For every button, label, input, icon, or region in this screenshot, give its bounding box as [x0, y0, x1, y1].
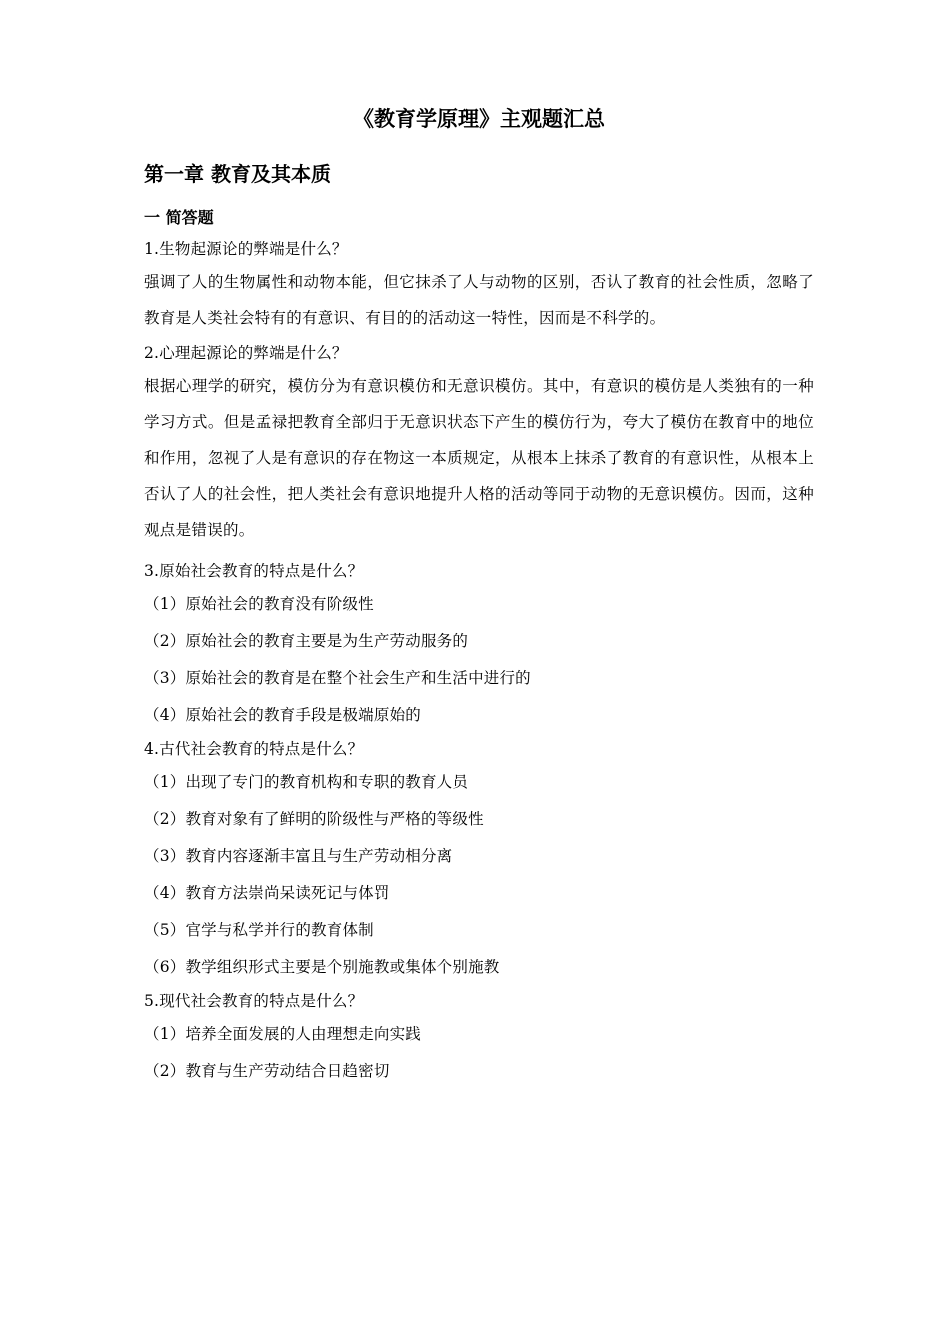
list-item: （1）培养全面发展的人由理想走向实践	[144, 1025, 421, 1043]
list-item: （4）教育方法崇尚呆读死记与体罚	[144, 884, 390, 902]
qa-block-1	[144, 234, 814, 336]
qa-block-3	[144, 556, 814, 734]
list-item: （1）出现了专门的教育机构和专职的教育人员	[144, 773, 469, 791]
list-item: （1）原始社会的教育没有阶级性	[144, 595, 374, 613]
list-item: （2）原始社会的教育主要是为生产劳动服务的	[144, 632, 469, 650]
list-item: （6）教学组织形式主要是个别施教或集体个别施教	[144, 958, 500, 976]
document-body	[144, 100, 814, 1090]
list-item: （3）教育内容逐渐丰富且与生产劳动相分离	[144, 847, 453, 865]
question-text: 1.生物起源论的弊端是什么？	[144, 240, 348, 258]
question-text: 2.心理起源论的弊端是什么？	[144, 344, 348, 362]
list-item: （2）教育对象有了鲜明的阶级性与严格的等级性	[144, 810, 484, 828]
qa-block-5	[144, 986, 814, 1090]
list-item: （4）原始社会的教育手段是极端原始的	[144, 706, 421, 724]
chapter-heading: 第一章 教育及其本质	[144, 162, 331, 186]
section-heading: 一 简答题	[144, 208, 214, 227]
question-text: 3.原始社会教育的特点是什么？	[144, 562, 364, 580]
answer-text: 根据心理学的研究，模仿分为有意识模仿和无意识模仿。其中，有意识的模仿是人类独有的一种学习方式。但是孟禄把教育全部归于无意识状态下产生的模仿行为，夸大了模仿在教育中的地位和作用，忽视了人是有意识的存在物这一本质规定，从根本上抹杀了教育的有意识性，从根本上否认了人的社会性，把人类社会有意识地提升人格的活动等同于动物的无意识模仿。因而，这种观点是错误的。	[144, 377, 814, 539]
question-text: 4.古代社会教育的特点是什么？	[144, 740, 364, 758]
document-title: 《教育学原理》主观题汇总	[353, 106, 605, 131]
question-text: 5.现代社会教育的特点是什么？	[144, 992, 364, 1010]
qa-block-2	[144, 338, 814, 548]
list-item: （2）教育与生产劳动结合日趋密切	[144, 1062, 390, 1080]
list-item: （3）原始社会的教育是在整个社会生产和生活中进行的	[144, 669, 531, 687]
answer-text: 强调了人的生物属性和动物本能，但它抹杀了人与动物的区别，否认了教育的社会性质，忽略了教育是人类社会特有的有意识、有目的的活动这一特性，因而是不科学的。	[144, 273, 814, 327]
qa-block-4	[144, 734, 814, 986]
list-item: （5）官学与私学并行的教育体制	[144, 921, 374, 939]
